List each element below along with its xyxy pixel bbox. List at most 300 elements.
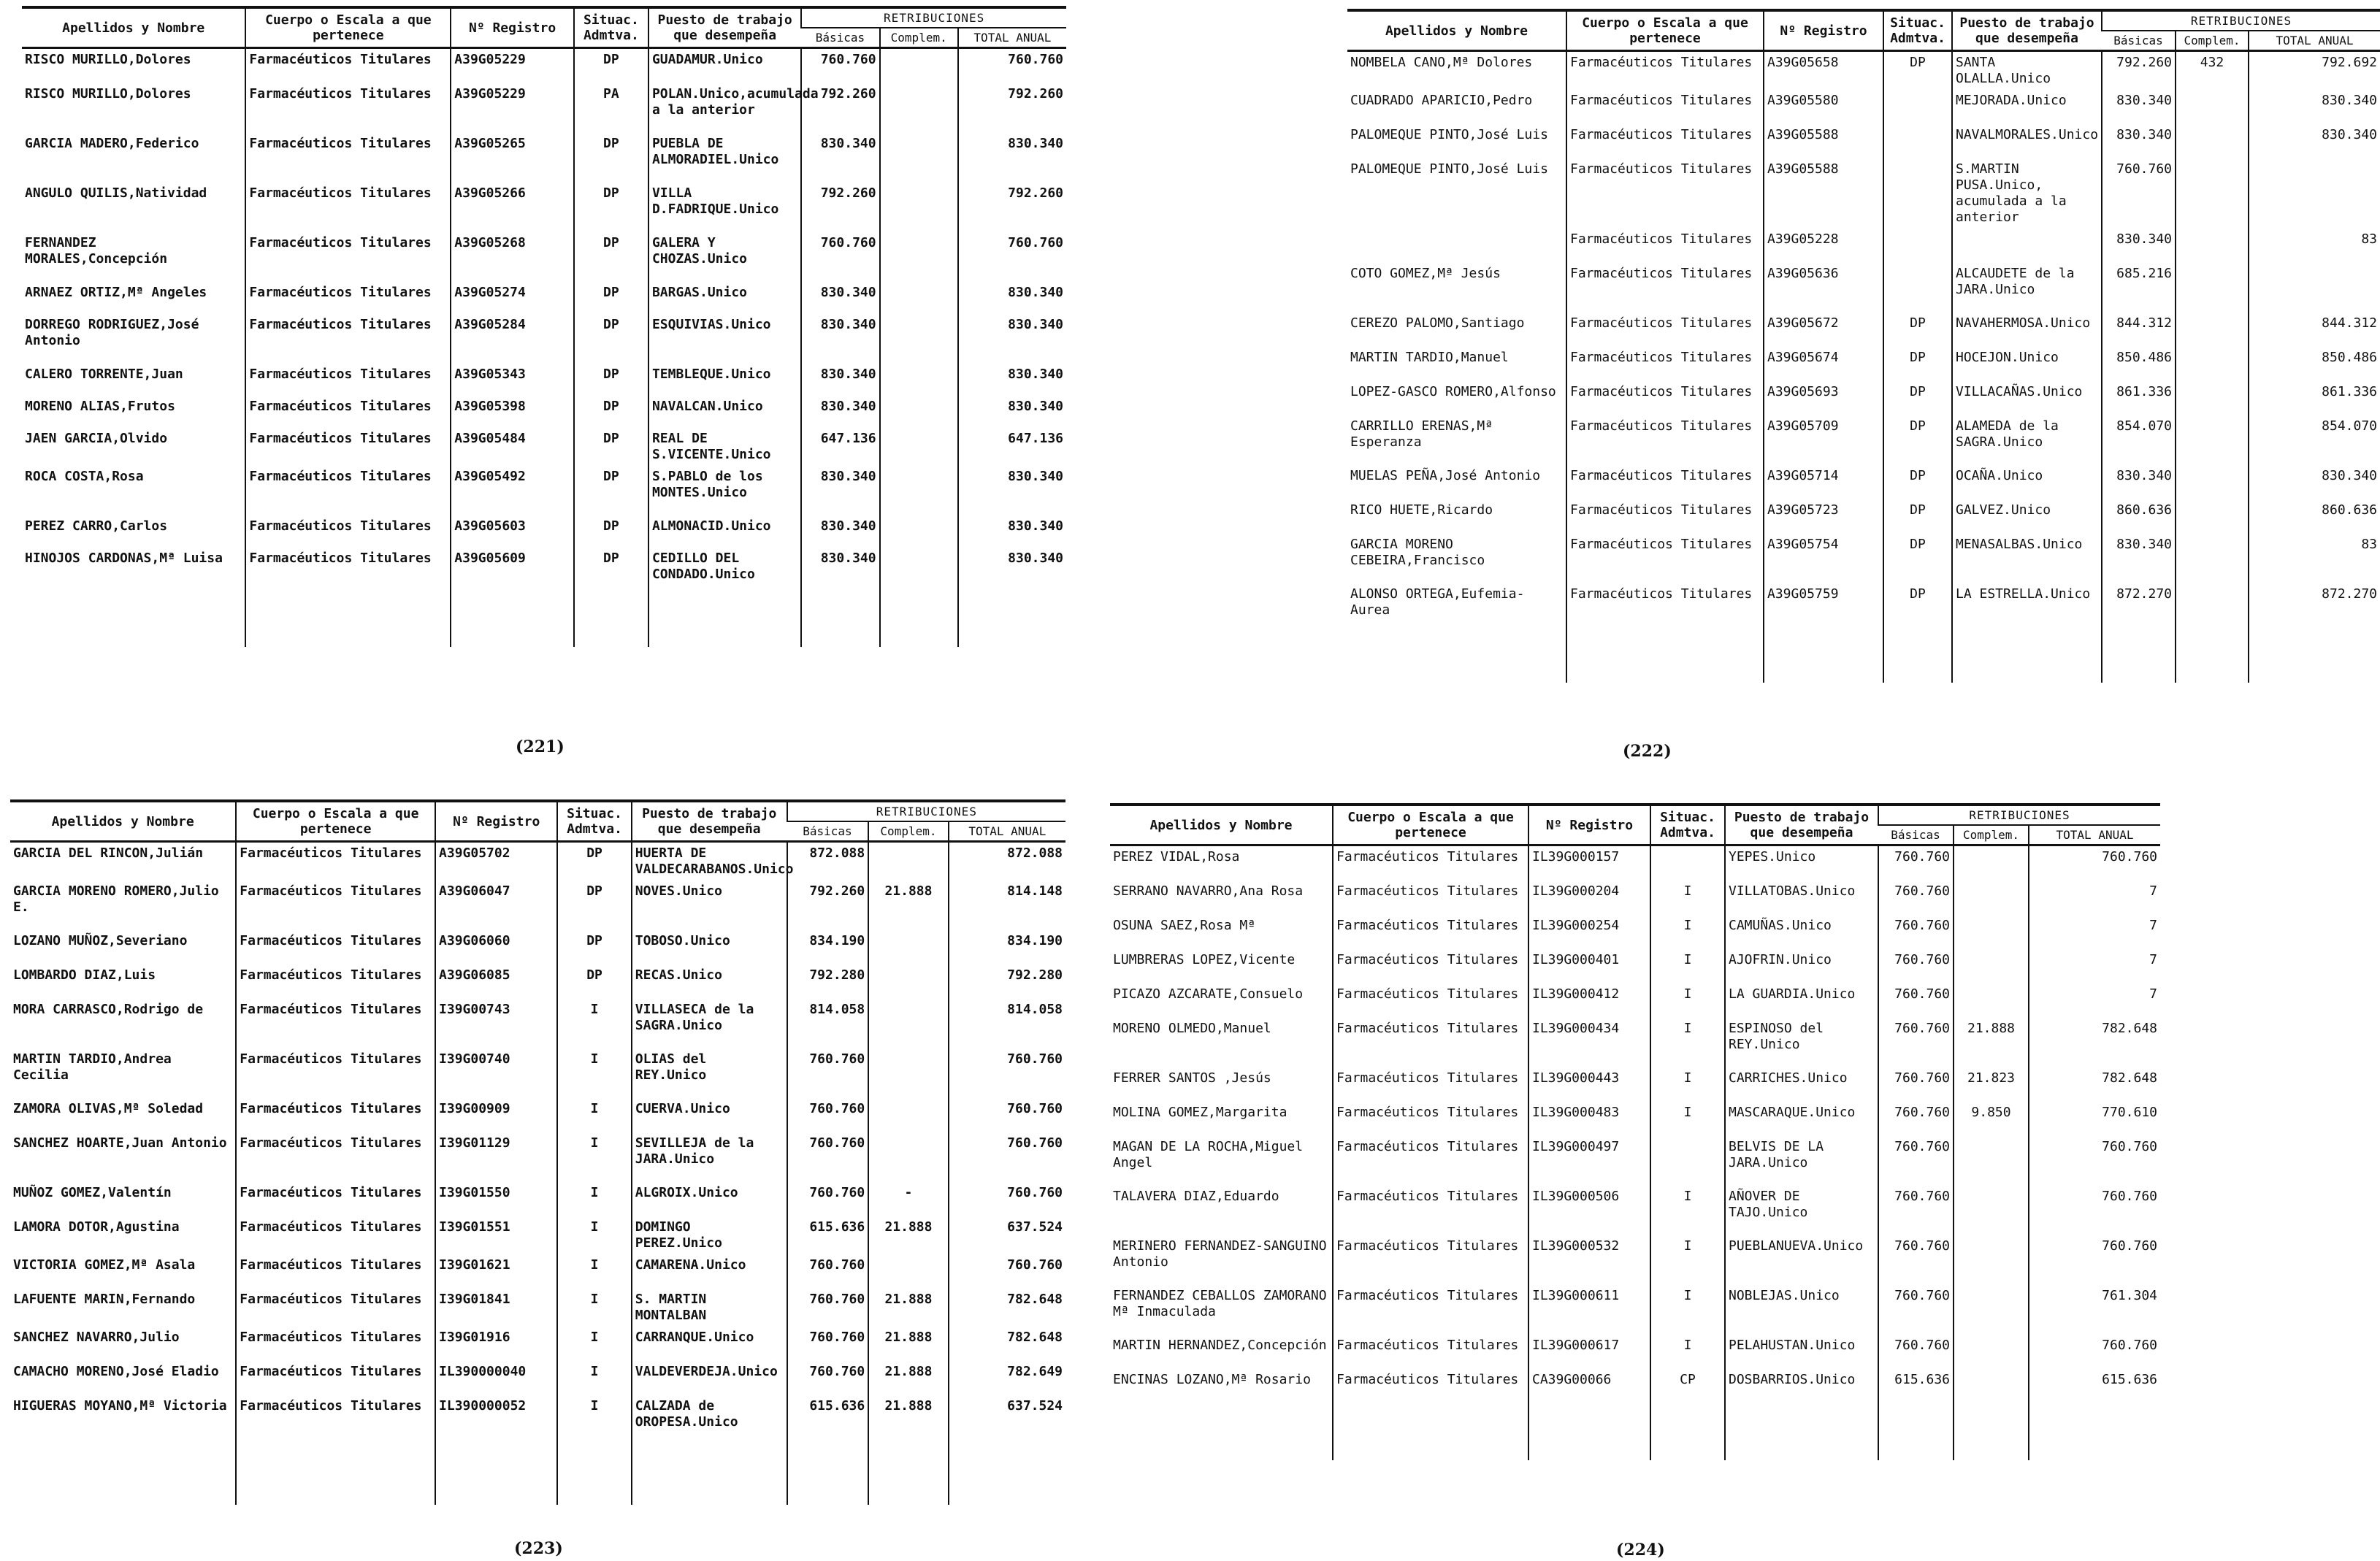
- cell-registro: A39G05658: [1764, 51, 1883, 91]
- table-row: [1347, 499, 2380, 534]
- cell-cuerpo: Farmacéuticos Titulares: [236, 842, 435, 881]
- cell-cuerpo: Farmacéuticos Titulares: [236, 1048, 435, 1098]
- cell-registro: A39G05693: [1764, 381, 1883, 415]
- empty-cell: [1764, 633, 1883, 683]
- cell-total: 830.340: [958, 466, 1066, 515]
- cell-complem: 21.888: [868, 1361, 949, 1395]
- cell-complem: [868, 1132, 949, 1182]
- cell-total: 637.524: [949, 1395, 1065, 1433]
- cell-puesto: YEPES.Unico: [1725, 845, 1878, 881]
- cell-registro: I39G01551: [435, 1216, 557, 1254]
- header-situac: Situac. Admtva.: [557, 801, 631, 842]
- cell-total: 830.340: [958, 282, 1066, 314]
- cell-situac: DP: [1883, 465, 1952, 499]
- cell-cuerpo: Farmacéuticos Titulares: [236, 1098, 435, 1132]
- cell-situac: I: [1650, 1018, 1725, 1067]
- page-222: [1347, 9, 2378, 680]
- cell-name: MUÑOZ GOMEZ,Valentín: [13, 1185, 172, 1200]
- cell-puesto: PUEBLA DE ALMORADIEL.Unico: [648, 133, 801, 183]
- table-row: [1347, 415, 2380, 465]
- cell-complem: [2176, 312, 2249, 347]
- table-row: [22, 364, 1066, 396]
- cell-situac: DP: [557, 930, 631, 964]
- cell-cuerpo: Farmacéuticos Titulares: [1566, 312, 1764, 347]
- cell-name: NOMBELA CANO,Mª Dolores: [1350, 55, 1533, 70]
- cell-total: 760.760: [949, 1098, 1065, 1132]
- empty-cell: [2249, 633, 2380, 683]
- cell-name: MOLINA GOMEZ,Margarita: [1113, 1105, 1287, 1120]
- header-situac: Situac. Admtva.: [1883, 10, 1952, 51]
- cell-total: 782.648: [949, 1327, 1065, 1361]
- cell-basicas: 760.760: [1878, 845, 1954, 881]
- header-puesto: Puesto de trabajo que desempeña: [1952, 10, 2102, 51]
- page-number-222: (222): [1623, 742, 1672, 761]
- cell-total: 760.760: [2029, 1186, 2160, 1235]
- header-cuerpo: Cuerpo o Escala a que pertenece: [1566, 10, 1764, 51]
- cell-complem: [880, 548, 958, 597]
- cell-name: GARCIA MORENO CEBEIRA,Francisco: [1350, 537, 1485, 568]
- table-row: [22, 466, 1066, 515]
- cell-cuerpo: Farmacéuticos Titulares: [1566, 124, 1764, 158]
- cell-basicas: 861.336: [2102, 381, 2176, 415]
- cell-total: 782.649: [949, 1361, 1065, 1395]
- header-situac: Situac. Admtva.: [1650, 805, 1725, 845]
- cell-total: 792.280: [949, 964, 1065, 999]
- cell-registro: A39G06047: [435, 881, 557, 930]
- cell-registro: A39G05580: [1764, 90, 1883, 124]
- cell-name: ARNAEZ ORTIZ,Mª Angeles: [25, 285, 207, 300]
- page-number-221: (221): [516, 737, 565, 756]
- cell-registro: A39G05588: [1764, 158, 1883, 229]
- cell-basicas: 860.636: [2102, 499, 2176, 534]
- cell-basicas: 760.760: [1878, 1102, 1954, 1136]
- cell-puesto: GUADAMUR.Unico: [648, 48, 801, 84]
- cell-situac: PA: [574, 83, 648, 133]
- header-puesto: Puesto de trabajo que desempeña: [1725, 805, 1878, 845]
- cell-complem: [2176, 381, 2249, 415]
- cell-complem: [1954, 1285, 2029, 1335]
- cell-total: 615.636: [2029, 1369, 2160, 1403]
- cell-basicas: 830.340: [801, 548, 879, 597]
- cell-puesto: ALAMEDA de la SAGRA.Unico: [1952, 415, 2102, 465]
- cell-puesto: ESPINOSO del REY.Unico: [1725, 1018, 1878, 1067]
- page-table-container: [1347, 9, 2378, 680]
- table-row: [22, 133, 1066, 183]
- cell-total: 760.760: [949, 1048, 1065, 1098]
- cell-name: PEREZ VIDAL,Rosa: [1113, 849, 1240, 864]
- cell-cuerpo: Farmacéuticos Titulares: [245, 515, 451, 548]
- cell-cuerpo: Farmacéuticos Titulares: [1333, 1335, 1528, 1369]
- table-row: [1347, 465, 2380, 499]
- cell-cuerpo: Farmacéuticos Titulares: [245, 428, 451, 466]
- header-basicas: Básicas: [2102, 31, 2176, 51]
- cell-puesto: ALGROIX.Unico: [632, 1182, 787, 1216]
- cell-situac: DP: [1883, 51, 1952, 91]
- cell-basicas: 760.760: [787, 1098, 869, 1132]
- cell-basicas: 834.190: [787, 930, 869, 964]
- empty-cell: [574, 597, 648, 647]
- page-224: [1110, 803, 2157, 1497]
- cell-puesto: OLIAS del REY.Unico: [632, 1048, 787, 1098]
- cell-basicas: 814.058: [787, 999, 869, 1048]
- cell-name: MERINERO FERNANDEZ-SANGUINO Antonio: [1113, 1238, 1327, 1270]
- cell-total: 830.340: [2249, 90, 2380, 124]
- cell-complem: [868, 1098, 949, 1132]
- cell-puesto: MEJORADA.Unico: [1952, 90, 2102, 124]
- cell-puesto: MENASALBAS.Unico: [1952, 534, 2102, 583]
- table-row: [22, 282, 1066, 314]
- header-registro: Nº Registro: [1764, 10, 1883, 51]
- cell-name: GARCIA MORENO ROMERO,Julio E.: [13, 883, 219, 915]
- empty-cell: [22, 597, 245, 647]
- cell-complem: 21.888: [868, 1395, 949, 1433]
- cell-total: 854.070: [2249, 415, 2380, 465]
- cell-registro: IL390000040: [435, 1361, 557, 1395]
- cell-cuerpo: Farmacéuticos Titulares: [245, 282, 451, 314]
- cell-puesto: S.PABLO de los MONTES.Unico: [648, 466, 801, 515]
- cell-total: 760.760: [949, 1182, 1065, 1216]
- table-row: [10, 1361, 1065, 1395]
- cell-puesto: AÑOVER DE TAJO.Unico: [1725, 1186, 1878, 1235]
- cell-cuerpo: Farmacéuticos Titulares: [1333, 1186, 1528, 1235]
- cell-total: 760.760: [2029, 1136, 2160, 1186]
- table-row: [1110, 845, 2160, 881]
- cell-situac: I: [1650, 881, 1725, 915]
- cell-puesto: CARRANQUE.Unico: [632, 1327, 787, 1361]
- cell-puesto: LA GUARDIA.Unico: [1725, 983, 1878, 1018]
- cell-registro: A39G05274: [451, 282, 574, 314]
- cell-cuerpo: Farmacéuticos Titulares: [1566, 583, 1764, 633]
- cell-complem: [880, 515, 958, 548]
- cell-name: SERRANO NAVARRO,Ana Rosa: [1113, 883, 1304, 899]
- empty-cell: [787, 1433, 869, 1505]
- table-row: [22, 83, 1066, 133]
- cell-name: LAMORA DOTOR,Agustina: [13, 1219, 180, 1235]
- cell-cuerpo: Farmacéuticos Titulares: [1333, 1136, 1528, 1186]
- table-row: [22, 396, 1066, 428]
- cell-registro: IL390000052: [435, 1395, 557, 1433]
- cell-registro: IL39G000434: [1528, 1018, 1650, 1067]
- table-row: [1110, 1369, 2160, 1403]
- table-row: [1347, 583, 2380, 633]
- cell-registro: I39G00743: [435, 999, 557, 1048]
- cell-name: RISCO MURILLO,Dolores: [25, 86, 191, 101]
- empty-cell: [10, 1433, 236, 1505]
- cell-registro: I39G01550: [435, 1182, 557, 1216]
- cell-total: 760.760: [2029, 845, 2160, 881]
- cell-puesto: OCAÑA.Unico: [1952, 465, 2102, 499]
- cell-registro: A39G05723: [1764, 499, 1883, 534]
- table-tail-row: [10, 1433, 1065, 1505]
- cell-registro: A39G05588: [1764, 124, 1883, 158]
- cell-complem: [1954, 1369, 2029, 1403]
- empty-cell: [2102, 633, 2176, 683]
- cell-puesto: HOCEJON.Unico: [1952, 347, 2102, 381]
- table-row: [1347, 51, 2380, 91]
- cell-puesto: GALERA Y CHOZAS.Unico: [648, 232, 801, 282]
- cell-basicas: 760.760: [1878, 1067, 1954, 1102]
- cell-basicas: 830.340: [801, 364, 879, 396]
- cell-total: 782.648: [2029, 1018, 2160, 1067]
- table-row: [22, 548, 1066, 597]
- cell-total: 7: [2029, 983, 2160, 1018]
- table-tail-row: [22, 597, 1066, 647]
- cell-situac: [1883, 158, 1952, 229]
- cell-cuerpo: Farmacéuticos Titulares: [236, 1216, 435, 1254]
- cell-total: 760.760: [949, 1254, 1065, 1289]
- cell-situac: I: [557, 1182, 631, 1216]
- cell-situac: [1650, 845, 1725, 881]
- page-table-container: [22, 6, 1066, 678]
- cell-basicas: 760.760: [801, 48, 879, 84]
- cell-situac: I: [1650, 915, 1725, 949]
- cell-complem: [880, 232, 958, 282]
- cell-name: GARCIA DEL RINCON,Julián: [13, 845, 204, 861]
- table-row: [1110, 915, 2160, 949]
- cell-complem: [880, 364, 958, 396]
- cell-registro: A39G05702: [435, 842, 557, 881]
- cell-name: LOMBARDO DIAZ,Luis: [13, 967, 156, 983]
- cell-complem: [880, 466, 958, 515]
- cell-name: CUADRADO APARICIO,Pedro: [1350, 93, 1533, 108]
- cell-name: [1347, 229, 1566, 263]
- cell-situac: DP: [1883, 381, 1952, 415]
- table-tail-row: [1347, 633, 2380, 683]
- cell-registro: IL39G000532: [1528, 1235, 1650, 1285]
- payroll-table: [1110, 803, 2160, 1460]
- cell-puesto: VILLACAÑAS.Unico: [1952, 381, 2102, 415]
- cell-situac: I: [557, 1327, 631, 1361]
- table-row: [10, 1098, 1065, 1132]
- cell-name: PALOMEQUE PINTO,José Luis: [1350, 127, 1548, 142]
- cell-basicas: 760.760: [1878, 983, 1954, 1018]
- table-row: [10, 881, 1065, 930]
- cell-complem: [868, 1048, 949, 1098]
- cell-name: FERNANDEZ CEBALLOS ZAMORANO Mª Inmaculada: [1113, 1288, 1327, 1319]
- cell-situac: DP: [557, 842, 631, 881]
- header-complem: Complem.: [1954, 825, 2029, 845]
- table-row: [1110, 1285, 2160, 1335]
- cell-registro: A39G05714: [1764, 465, 1883, 499]
- cell-total: 872.088: [949, 842, 1065, 881]
- cell-situac: DP: [1883, 499, 1952, 534]
- cell-situac: I: [557, 1254, 631, 1289]
- cell-total: 760.760: [958, 48, 1066, 84]
- cell-puesto: VILLATOBAS.Unico: [1725, 881, 1878, 915]
- cell-total: 872.270: [2249, 583, 2380, 633]
- cell-situac: I: [1650, 1285, 1725, 1335]
- cell-basicas: 760.760: [1878, 1335, 1954, 1369]
- cell-registro: I39G01916: [435, 1327, 557, 1361]
- cell-cuerpo: Farmacéuticos Titulares: [236, 1289, 435, 1327]
- empty-cell: [557, 1433, 631, 1505]
- empty-cell: [868, 1433, 949, 1505]
- empty-cell: [451, 597, 574, 647]
- cell-complem: [880, 83, 958, 133]
- cell-situac: I: [1650, 1235, 1725, 1285]
- cell-situac: DP: [574, 466, 648, 515]
- cell-registro: A39G05398: [451, 396, 574, 428]
- cell-basicas: 760.760: [787, 1048, 869, 1098]
- cell-complem: [880, 48, 958, 84]
- cell-total: 792.692: [2249, 51, 2380, 91]
- cell-situac: I: [1650, 949, 1725, 983]
- cell-total: 760.760: [2029, 1235, 2160, 1285]
- table-row: [1110, 1102, 2160, 1136]
- page-221: [22, 6, 1066, 678]
- cell-puesto: S.MARTIN PUSA.Unico, acumulada a la anterior: [1952, 158, 2102, 229]
- cell-situac: DP: [1883, 415, 1952, 465]
- cell-situac: I: [557, 1048, 631, 1098]
- cell-cuerpo: Farmacéuticos Titulares: [1566, 534, 1764, 583]
- cell-complem: [2176, 263, 2249, 312]
- cell-puesto: REAL DE S.VICENTE.Unico: [648, 428, 801, 466]
- header-puesto: Puesto de trabajo que desempeña: [632, 801, 787, 842]
- cell-basicas: 760.760: [1878, 1018, 1954, 1067]
- table-row: [1110, 1335, 2160, 1369]
- cell-name: MORENO OLMEDO,Manuel: [1113, 1021, 1271, 1036]
- cell-puesto: ALMONACID.Unico: [648, 515, 801, 548]
- cell-basicas: 760.760: [787, 1361, 869, 1395]
- cell-cuerpo: Farmacéuticos Titulares: [245, 83, 451, 133]
- header-total: TOTAL ANUAL: [2249, 31, 2380, 51]
- cell-cuerpo: Farmacéuticos Titulares: [245, 396, 451, 428]
- cell-complem: [2176, 90, 2249, 124]
- empty-cell: [1110, 1403, 1333, 1460]
- cell-total: 830.340: [958, 364, 1066, 396]
- empty-cell: [648, 597, 801, 647]
- cell-complem: [1954, 1186, 2029, 1235]
- header-name: Apellidos y Nombre: [10, 801, 236, 842]
- cell-cuerpo: Farmacéuticos Titulares: [236, 1132, 435, 1182]
- empty-cell: [236, 1433, 435, 1505]
- cell-complem: [1954, 983, 2029, 1018]
- cell-total: [2249, 158, 2380, 229]
- cell-basicas: 844.312: [2102, 312, 2176, 347]
- cell-name: HINOJOS CARDONAS,Mª Luisa: [25, 551, 223, 566]
- cell-name: HIGUERAS MOYANO,Mª Victoria: [13, 1398, 227, 1414]
- cell-total: 83: [2249, 229, 2380, 263]
- cell-registro: A39G05228: [1764, 229, 1883, 263]
- table-row: [22, 314, 1066, 364]
- header-basicas: Básicas: [1878, 825, 1954, 845]
- cell-basicas: 615.636: [787, 1216, 869, 1254]
- empty-cell: [245, 597, 451, 647]
- cell-complem: [2176, 158, 2249, 229]
- cell-basicas: 830.340: [801, 282, 879, 314]
- cell-basicas: 760.760: [787, 1132, 869, 1182]
- cell-basicas: 792.260: [787, 881, 869, 930]
- cell-puesto: CAMUÑAS.Unico: [1725, 915, 1878, 949]
- cell-name: GARCIA MADERO,Federico: [25, 136, 199, 151]
- table-row: [10, 842, 1065, 881]
- empty-cell: [958, 597, 1066, 647]
- cell-complem: [1954, 949, 2029, 983]
- table-row: [1347, 90, 2380, 124]
- cell-cuerpo: Farmacéuticos Titulares: [1566, 229, 1764, 263]
- cell-puesto: GALVEZ.Unico: [1952, 499, 2102, 534]
- cell-puesto: LA ESTRELLA.Unico: [1952, 583, 2102, 633]
- cell-name: ROCA COSTA,Rosa: [25, 469, 144, 484]
- cell-situac: DP: [574, 515, 648, 548]
- header-basicas: Básicas: [801, 28, 879, 48]
- cell-registro: I39G00740: [435, 1048, 557, 1098]
- cell-registro: A39G05268: [451, 232, 574, 282]
- cell-registro: I39G01841: [435, 1289, 557, 1327]
- table-row: [10, 1327, 1065, 1361]
- cell-cuerpo: Farmacéuticos Titulares: [1333, 1018, 1528, 1067]
- cell-total: 830.340: [958, 548, 1066, 597]
- cell-name: MARTIN TARDIO,Andrea Cecilia: [13, 1051, 172, 1083]
- cell-situac: I: [557, 1289, 631, 1327]
- cell-basicas: 685.216: [2102, 263, 2176, 312]
- cell-registro: IL39G000157: [1528, 845, 1650, 881]
- cell-complem: [2176, 347, 2249, 381]
- cell-name: CAMACHO MORENO,José Eladio: [13, 1364, 219, 1379]
- cell-cuerpo: Farmacéuticos Titulares: [236, 1327, 435, 1361]
- cell-registro: IL39G000506: [1528, 1186, 1650, 1235]
- cell-complem: [2176, 499, 2249, 534]
- cell-basicas: 760.760: [1878, 949, 1954, 983]
- cell-cuerpo: Farmacéuticos Titulares: [1566, 263, 1764, 312]
- cell-name: OSUNA SAEZ,Rosa Mª: [1113, 918, 1256, 933]
- cell-name: ANGULO QUILIS,Natividad: [25, 185, 207, 201]
- cell-basicas: 792.260: [801, 183, 879, 232]
- header-cuerpo: Cuerpo o Escala a que pertenece: [245, 7, 451, 48]
- cell-puesto: VILLA D.FADRIQUE.Unico: [648, 183, 801, 232]
- cell-name: CARRILLO ERENAS,Mª Esperanza: [1350, 418, 1493, 450]
- cell-complem: [1954, 845, 2029, 881]
- cell-complem: [880, 133, 958, 183]
- cell-situac: DP: [1883, 534, 1952, 583]
- cell-complem: [1954, 1235, 2029, 1285]
- cell-puesto: NOVES.Unico: [632, 881, 787, 930]
- cell-situac: DP: [574, 48, 648, 84]
- cell-name: ZAMORA OLIVAS,Mª Soledad: [13, 1101, 204, 1116]
- cell-total: 782.648: [949, 1289, 1065, 1327]
- cell-registro: IL39G000497: [1528, 1136, 1650, 1186]
- header-total: TOTAL ANUAL: [958, 28, 1066, 48]
- empty-cell: [801, 597, 879, 647]
- cell-situac: I: [1650, 1067, 1725, 1102]
- empty-cell: [1883, 633, 1952, 683]
- cell-complem: 21.888: [868, 1216, 949, 1254]
- cell-cuerpo: Farmacéuticos Titulares: [1333, 1102, 1528, 1136]
- table-row: [1110, 1136, 2160, 1186]
- cell-basicas: 830.340: [801, 515, 879, 548]
- cell-registro: A39G05672: [1764, 312, 1883, 347]
- header-cuerpo: Cuerpo o Escala a que pertenece: [1333, 805, 1528, 845]
- cell-registro: I39G01621: [435, 1254, 557, 1289]
- cell-name: RISCO MURILLO,Dolores: [25, 52, 191, 67]
- cell-name: PEREZ CARRO,Carlos: [25, 518, 168, 534]
- cell-puesto: ALCAUDETE de la JARA.Unico: [1952, 263, 2102, 312]
- cell-situac: [1883, 124, 1952, 158]
- cell-name: MORENO ALIAS,Frutos: [25, 399, 175, 414]
- cell-situac: I: [557, 1361, 631, 1395]
- cell-puesto: AJOFRIN.Unico: [1725, 949, 1878, 983]
- cell-basicas: 830.340: [2102, 90, 2176, 124]
- cell-registro: A39G06060: [435, 930, 557, 964]
- cell-registro: IL39G000443: [1528, 1067, 1650, 1102]
- cell-total: 844.312: [2249, 312, 2380, 347]
- cell-name: JAEN GARCIA,Olvido: [25, 431, 168, 446]
- cell-registro: CA39G00066: [1528, 1369, 1650, 1403]
- header-retribuciones: RETRIBUCIONES: [1878, 805, 2160, 825]
- cell-cuerpo: Farmacéuticos Titulares: [236, 964, 435, 999]
- cell-name: RICO HUETE,Ricardo: [1350, 502, 1493, 518]
- cell-complem: [868, 930, 949, 964]
